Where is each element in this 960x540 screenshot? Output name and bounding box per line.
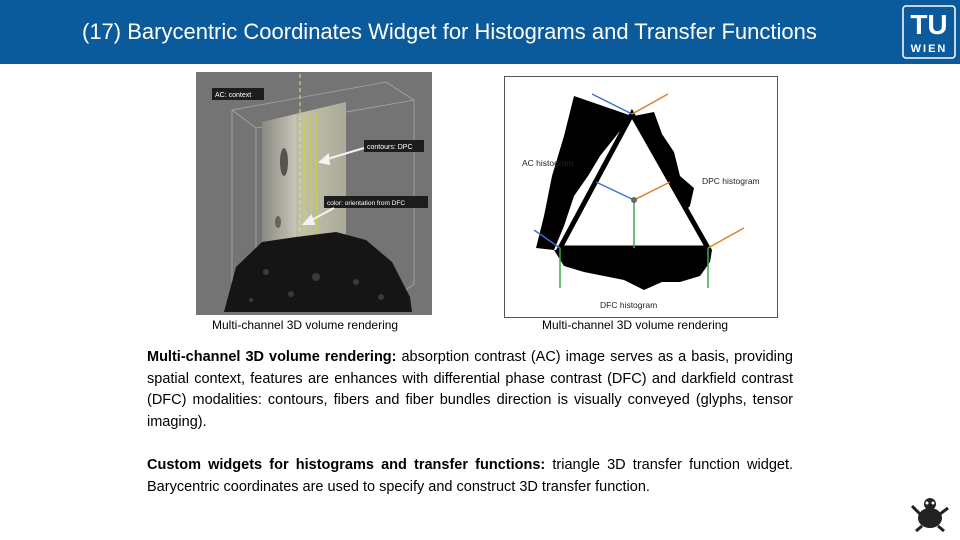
paragraph-volume-rendering-lead: Multi-channel 3D volume rendering: [147,349,397,365]
label-dfc-histogram: DFC histogram [600,300,658,310]
header-bar [0,0,960,64]
label-contours: contours: DPC [367,144,413,151]
logo-text-bottom: WIEN [910,43,948,55]
mascot-icon [910,494,950,532]
slide-title: (17) Barycentric Coordinates Widget for Histograms and Transfer Functions [82,19,817,44]
caption-right: Multi-channel 3D volume rendering [542,318,729,332]
tu-wien-logo-icon [900,4,958,60]
label-ac-histogram: AC histogram [522,158,574,168]
label-ac-context: AC: context [215,92,252,99]
paragraph-custom-widgets-lead: Custom widgets for histograms and transfer functions: [147,457,546,473]
volume-rendering-image [196,72,432,315]
paragraph-custom-widgets [147,455,793,498]
logo-text-top: TU [910,9,948,40]
paragraph-volume-rendering-body: absorption contrast (AC) image serves as a basis, providing spatial context, features are enhances with differential phase contrast (DFC) and darkfield contrast (DFC) modalities: contours, fibers and fiber bundles direction is visually conveyed (glyphs, tensor imaging). [147,349,793,430]
triangle-widget-image [504,76,778,318]
label-color-orientation: color: orientation from DFC [327,200,406,207]
caption-left: Multi-channel 3D volume rendering [212,318,399,332]
paragraph-volume-rendering [147,347,793,433]
label-dpc-histogram: DPC histogram [702,176,760,186]
paragraph-custom-widgets-body: triangle 3D transfer function widget. Barycentric coordinates are used to specify and construct 3D transfer function. [147,457,794,495]
